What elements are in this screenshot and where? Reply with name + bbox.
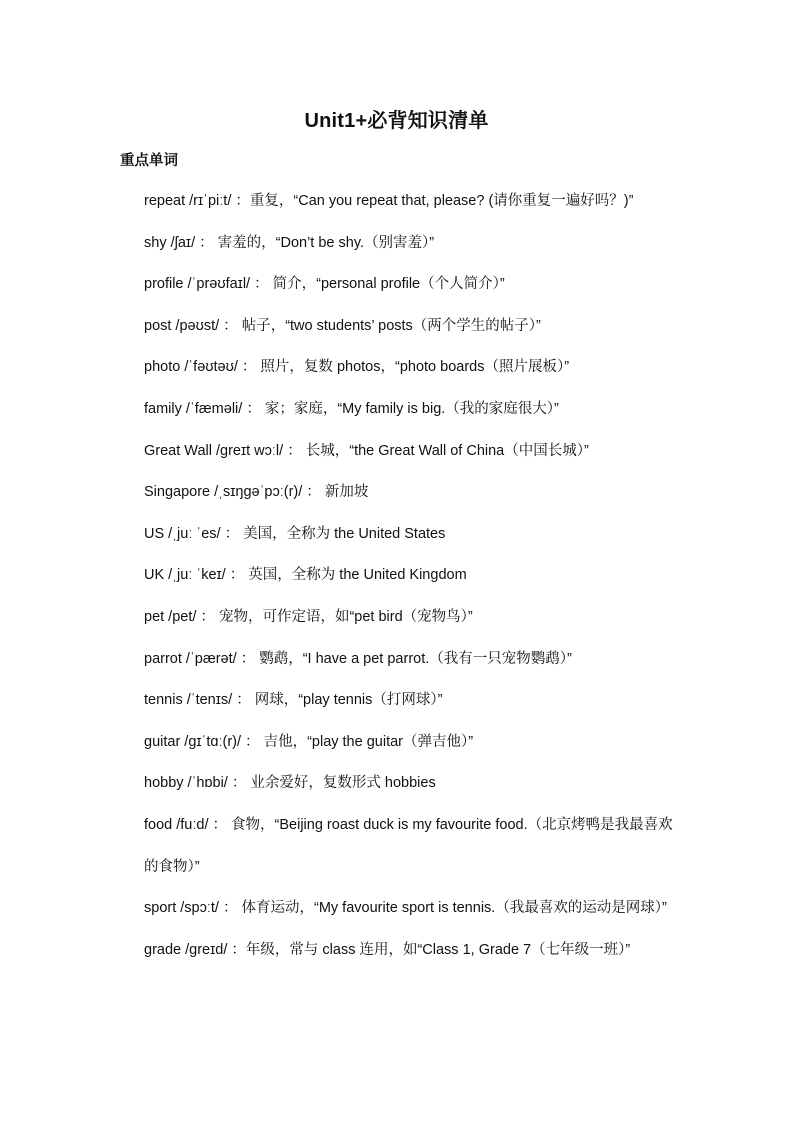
vocabulary-entry: guitar /ɡɪˈtɑː(r)/ ： 吉他，“play the guitar（弹吉他）”: [144, 733, 474, 750]
document-title: Unit1+必背知识清单: [304, 110, 489, 132]
vocabulary-entry: pet /pet/ ： 宠物，可作定语，如“pet bird（宠物鸟）”: [144, 608, 473, 625]
vocabulary-entry: repeat /rɪˈpiːt/ ：重复，“Can you repeat that, please? (请你重复一遍好吗？)”: [144, 193, 634, 209]
vocabulary-entry: family /ˈfæməli/ ： 家；家庭，“My family is big.（我的家庭很大）”: [144, 400, 559, 417]
vocabulary-entry: parrot /ˈpærət/ ： 鹦鹉，“I have a pet parrot.（我有一只宠物鹦鹉）”: [144, 650, 572, 667]
vocabulary-entry: grade /ɡreɪd/ ：年级，常与 class 连用，如“Class 1, Grade 7（七年级一班）”: [144, 941, 631, 958]
vocabulary-entry: hobby /ˈhɒbi/ ： 业余爱好，复数形式 hobbies: [144, 775, 436, 792]
vocabulary-entry: photo /ˈfəʊtəʊ/ ： 照片，复数 photos，“photo boards（照片展板）”: [144, 359, 570, 376]
vocabulary-entry: shy /ʃaɪ/ ： 害羞的，“Don’t be shy.（别害羞）”: [144, 234, 435, 251]
vocabulary-entry: tennis /ˈtenɪs/ ： 网球，“play tennis（打网球）”: [144, 692, 443, 709]
section-heading: 重点单词: [120, 153, 178, 169]
vocabulary-entry: sport /spɔːt/ ： 体育运动，“My favourite sport is tennis.（我最喜欢的运动是网球）”: [144, 900, 667, 917]
vocabulary-entry: UK /ˌjuː ˈkeɪ/ ： 英国，全称为 the United Kingdom: [144, 567, 467, 584]
vocabulary-entry: US /ˌjuː ˈes/ ： 美国，全称为 the United States: [144, 525, 446, 542]
vocabulary-entry: food /fuːd/ ： 食物，“Beijing roast duck is my favourite food.（北京烤鸭是我最喜欢的食物）”: [144, 816, 673, 875]
vocabulary-entry: Great Wall /ɡreɪt wɔːl/ ： 长城，“the Great Wall of China（中国长城）”: [144, 442, 589, 459]
vocabulary-entry: Singapore /ˌsɪŋɡəˈpɔː(r)/ ： 新加坡: [144, 484, 369, 501]
vocabulary-list: [144, 181, 684, 971]
vocabulary-entry: profile /ˈprəʊfaɪl/ ： 简介，“personal profile（个人简介）”: [144, 276, 505, 293]
vocabulary-entry: post /pəʊst/ ： 帖子，“two students’ posts（两个学生的帖子）”: [144, 317, 541, 334]
